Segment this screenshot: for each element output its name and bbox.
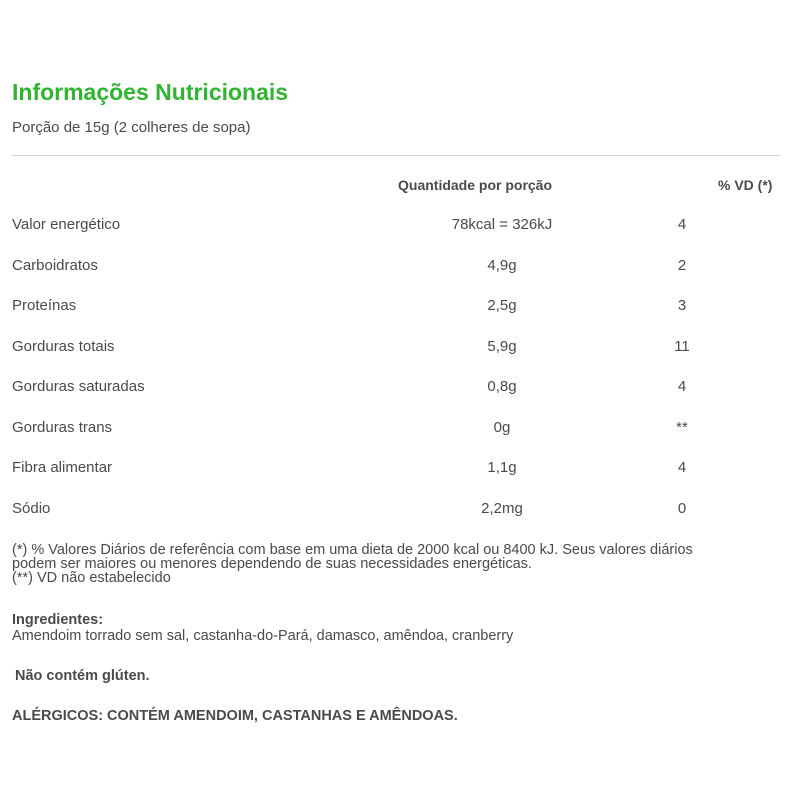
serving-size: Porção de 15g (2 colheres de sopa)	[12, 119, 251, 136]
nutrient-name: Valor energético	[12, 216, 121, 233]
divider	[12, 155, 780, 156]
allergen-notice: ALÉRGICOS: CONTÉM AMENDOIM, CASTANHAS E AMÊNDOAS.	[12, 708, 458, 724]
nutrient-amount: 0g	[493, 419, 511, 436]
table-row	[12, 297, 780, 321]
ingredients-text: Amendoim torrado sem sal, castanha-do-Pará, damasco, amêndoa, cranberry	[12, 628, 514, 644]
nutrient-name: Gorduras saturadas	[12, 378, 145, 395]
page-title: Informações Nutricionais	[12, 79, 289, 105]
table-row	[12, 257, 780, 281]
footnote-line: podem ser maiores ou menores dependendo de suas necessidades energéticas.	[12, 556, 532, 572]
table-row	[12, 216, 780, 240]
nutrient-amount: 5,9g	[487, 338, 517, 355]
footnotes	[12, 543, 782, 585]
nutrient-name: Gorduras trans	[12, 419, 113, 436]
table-row	[12, 338, 780, 362]
nutrient-daily-value: **	[676, 419, 688, 436]
nutrient-name: Carboidratos	[12, 257, 98, 274]
nutrient-amount: 4,9g	[487, 257, 517, 274]
nutrient-daily-value: 11	[674, 338, 690, 355]
nutrient-daily-value: 4	[677, 216, 687, 233]
table-row	[12, 419, 780, 443]
nutrient-amount: 1,1g	[487, 459, 517, 476]
footnote-line: (**) VD não estabelecido	[12, 570, 171, 586]
nutrient-amount: 0,8g	[487, 378, 517, 395]
column-header-daily-value: % VD (*)	[718, 177, 773, 193]
gluten-notice: Não contém glúten.	[15, 668, 150, 684]
ingredients-label: Ingredientes:	[12, 612, 104, 628]
nutrient-name: Gorduras totais	[12, 338, 115, 355]
nutrient-name: Fibra alimentar	[12, 459, 113, 476]
nutrient-name: Proteínas	[12, 297, 77, 314]
nutrient-daily-value: 3	[677, 297, 687, 314]
nutrient-daily-value: 4	[677, 459, 687, 476]
footnote-line: (*) % Valores Diários de referência com base em uma dieta de 2000 kcal ou 8400 kJ. Seus valores diários	[12, 542, 693, 558]
nutrient-daily-value: 2	[677, 257, 687, 274]
table-row	[12, 459, 780, 483]
table-row	[12, 500, 780, 524]
column-header-quantity: Quantidade por porção	[398, 177, 553, 193]
table-row	[12, 378, 780, 402]
nutrient-name: Sódio	[12, 500, 51, 517]
nutrient-daily-value: 4	[677, 378, 687, 395]
nutrient-amount: 2,2mg	[481, 500, 523, 517]
nutrient-daily-value: 0	[677, 500, 687, 517]
nutrient-amount: 2,5g	[487, 297, 517, 314]
nutrient-amount: 78kcal = 326kJ	[451, 216, 553, 233]
